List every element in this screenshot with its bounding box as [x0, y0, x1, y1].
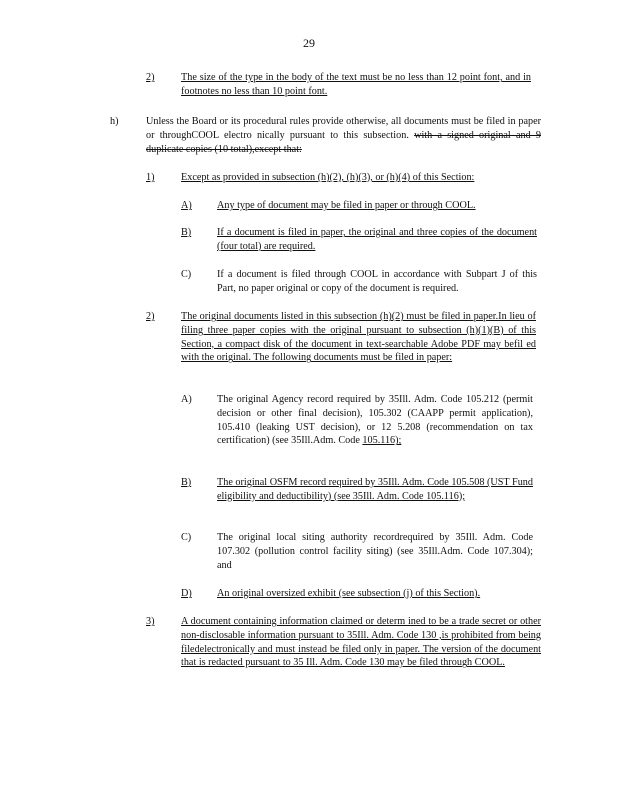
item-h2a-text-underlined: 105.116); [362, 435, 402, 447]
item-h-text [146, 115, 541, 156]
item-h2-text: The original documents listed in this subsection (h)(2) must be filed in paper.In lieu of filing three paper copies with the original pursuant to subsection (h)(1)(B) of this Section, a compact disk of the document in text-searchable Adobe PDF may befil ed with the original. The following documents must be filed in paper: [181, 311, 536, 364]
item-h-text-struck: with a signed original and 9 duplicate copies (10 total),except that: [146, 129, 541, 155]
item-h3-label: 3) [146, 616, 155, 627]
item-h2d-label: D) [181, 588, 192, 599]
item-h-text-plain: Unless the Board or its procedural rules provide otherwise, all documents must be filed in paper or throughCOOL electro nically pursuant to this subsection. [146, 116, 541, 141]
item-g2-label: 2) [146, 72, 155, 83]
item-h1-label: 1) [146, 172, 155, 183]
item-h2c-label: C) [181, 532, 192, 543]
item-h1c-text: If a document is filed through COOL in accordance with Subpart J of this Part, no paper original or copy of the document is required. [217, 269, 537, 294]
item-h2a-text-plain: The original Agency record required by 35Ill. Adm. Code 105.212 (permit decision or other final decision), 105.302 (CAAPP permit application), 105.410 (leaking UST decision), or 12 5.208 (recommendation on tax certification) (see 35Ill.Adm. Code [217, 394, 533, 447]
item-h1b-label: B) [181, 227, 192, 238]
item-g2-text: The size of the type in the body of the text must be no less than 12 point font, and in footnotes no less than 10 point font. [181, 72, 531, 97]
item-h1a-text: Any type of document may be filed in paper or through COOL. [217, 200, 476, 211]
item-h2c-text: The original local siting authority recordrequired by 35Ill. Adm. Code 107.302 (pollution control facility siting) (see 35Ill.Adm. Code 107.304); and [217, 532, 533, 571]
item-h2a-text [217, 393, 533, 448]
item-h3-text: A document containing information claimed or determ ined to be a trade secret or other non-disclosable information pursuant to 35Ill. Adm. Code 130 ,is prohibited from being filedelectronically and must instead be filed only in paper. The version of the document that is redacted pursuant to 35 Ill. Adm. Code 130 may be filed through COOL. [181, 616, 541, 669]
page-number: 29 [303, 36, 315, 50]
item-h2b-text: The original OSFM record required by 35Ill. Adm. Code 105.508 (UST Fund eligibility and deductibility) (see 35Ill. Adm. Code 105.116); [217, 477, 533, 502]
item-h-label: h) [110, 116, 119, 127]
item-h1-text: Except as provided in subsection (h)(2), (h)(3), or (h)(4) of this Section: [181, 172, 475, 183]
item-h2a-label: A) [181, 394, 192, 405]
item-h1c-label: C) [181, 269, 192, 280]
item-h2d-text: An original oversized exhibit (see subsection (j) of this Section). [217, 588, 481, 599]
item-h1a-label: A) [181, 200, 192, 211]
item-h2b-label: B) [181, 477, 192, 488]
item-h1b-text: If a document is filed in paper, the original and three copies of the document (four total) are required. [217, 227, 537, 252]
item-h2-label: 2) [146, 311, 155, 322]
